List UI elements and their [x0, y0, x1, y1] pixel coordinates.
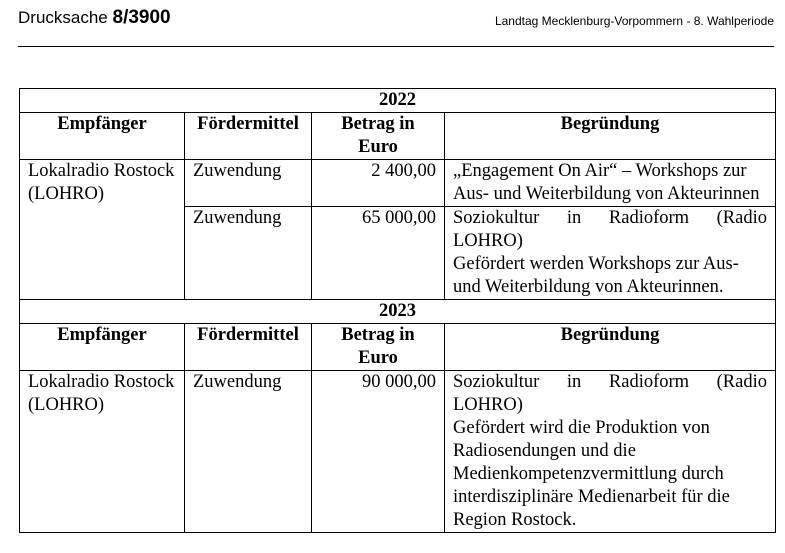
- column-header-funding-type: Fördermittel: [185, 113, 312, 160]
- amount-cell: 2 400,00: [312, 160, 445, 207]
- funding-type-cell: Zuwendung: [185, 371, 312, 533]
- column-header-amount: Betrag in Euro: [312, 324, 445, 371]
- year-row-2022: [20, 89, 776, 113]
- column-header-amount: Betrag in Euro: [312, 113, 445, 160]
- column-header-row: [20, 113, 776, 160]
- reason-body: Gefördert werden Workshops zur Aus- und Weiterbildung von Akteurinnen.: [453, 254, 739, 297]
- reason-cell: „Engagement On Air“ – Workshops zur Aus- und Weiterbildung von Akteurinnen: [445, 160, 776, 207]
- column-header-recipient: Empfänger: [20, 113, 185, 160]
- grant-table: [19, 88, 776, 533]
- column-header-row: [20, 324, 776, 371]
- amount-cell: 90 000,00: [312, 371, 445, 533]
- column-header-reason: Begründung: [445, 113, 776, 160]
- amount-cell: 65 000,00: [312, 207, 445, 300]
- document-label: Drucksache: [18, 8, 108, 27]
- reason-cell: [445, 371, 776, 533]
- recipient-cell: Lokalradio Rostock (LOHRO): [20, 371, 185, 533]
- reason-title-continued: LOHRO): [453, 231, 523, 251]
- reason-title-continued: LOHRO): [453, 395, 523, 415]
- funding-type-cell: Zuwendung: [185, 160, 312, 207]
- column-header-recipient: Empfänger: [20, 324, 185, 371]
- table-row: [20, 160, 776, 207]
- year-row-2023: [20, 300, 776, 324]
- column-header-reason: Begründung: [445, 324, 776, 371]
- document-number-value: 8/3900: [112, 7, 171, 28]
- column-header-funding-type: Fördermittel: [185, 324, 312, 371]
- parliament-label: Landtag Mecklenburg-Vorpommern - 8. Wahlperiode: [494, 14, 774, 28]
- recipient-cell: Lokalradio Rostock (LOHRO): [20, 160, 185, 300]
- year-cell: 2022: [20, 89, 776, 113]
- year-cell: 2023: [20, 300, 776, 324]
- document-number: [18, 8, 171, 28]
- table-row: [20, 371, 776, 533]
- reason-title: Soziokultur in Radioform (Radio: [453, 208, 767, 228]
- reason-title: Soziokultur in Radioform (Radio: [453, 372, 767, 392]
- page-header: [18, 0, 774, 47]
- reason-body: Gefördert wird die Produktion von Radiosendungen und die Medienkompetenzvermittlung durch interdisziplinäre Medienarbeit für die Region Rostock.: [453, 418, 730, 530]
- reason-cell: [445, 207, 776, 300]
- funding-type-cell: Zuwendung: [185, 207, 312, 300]
